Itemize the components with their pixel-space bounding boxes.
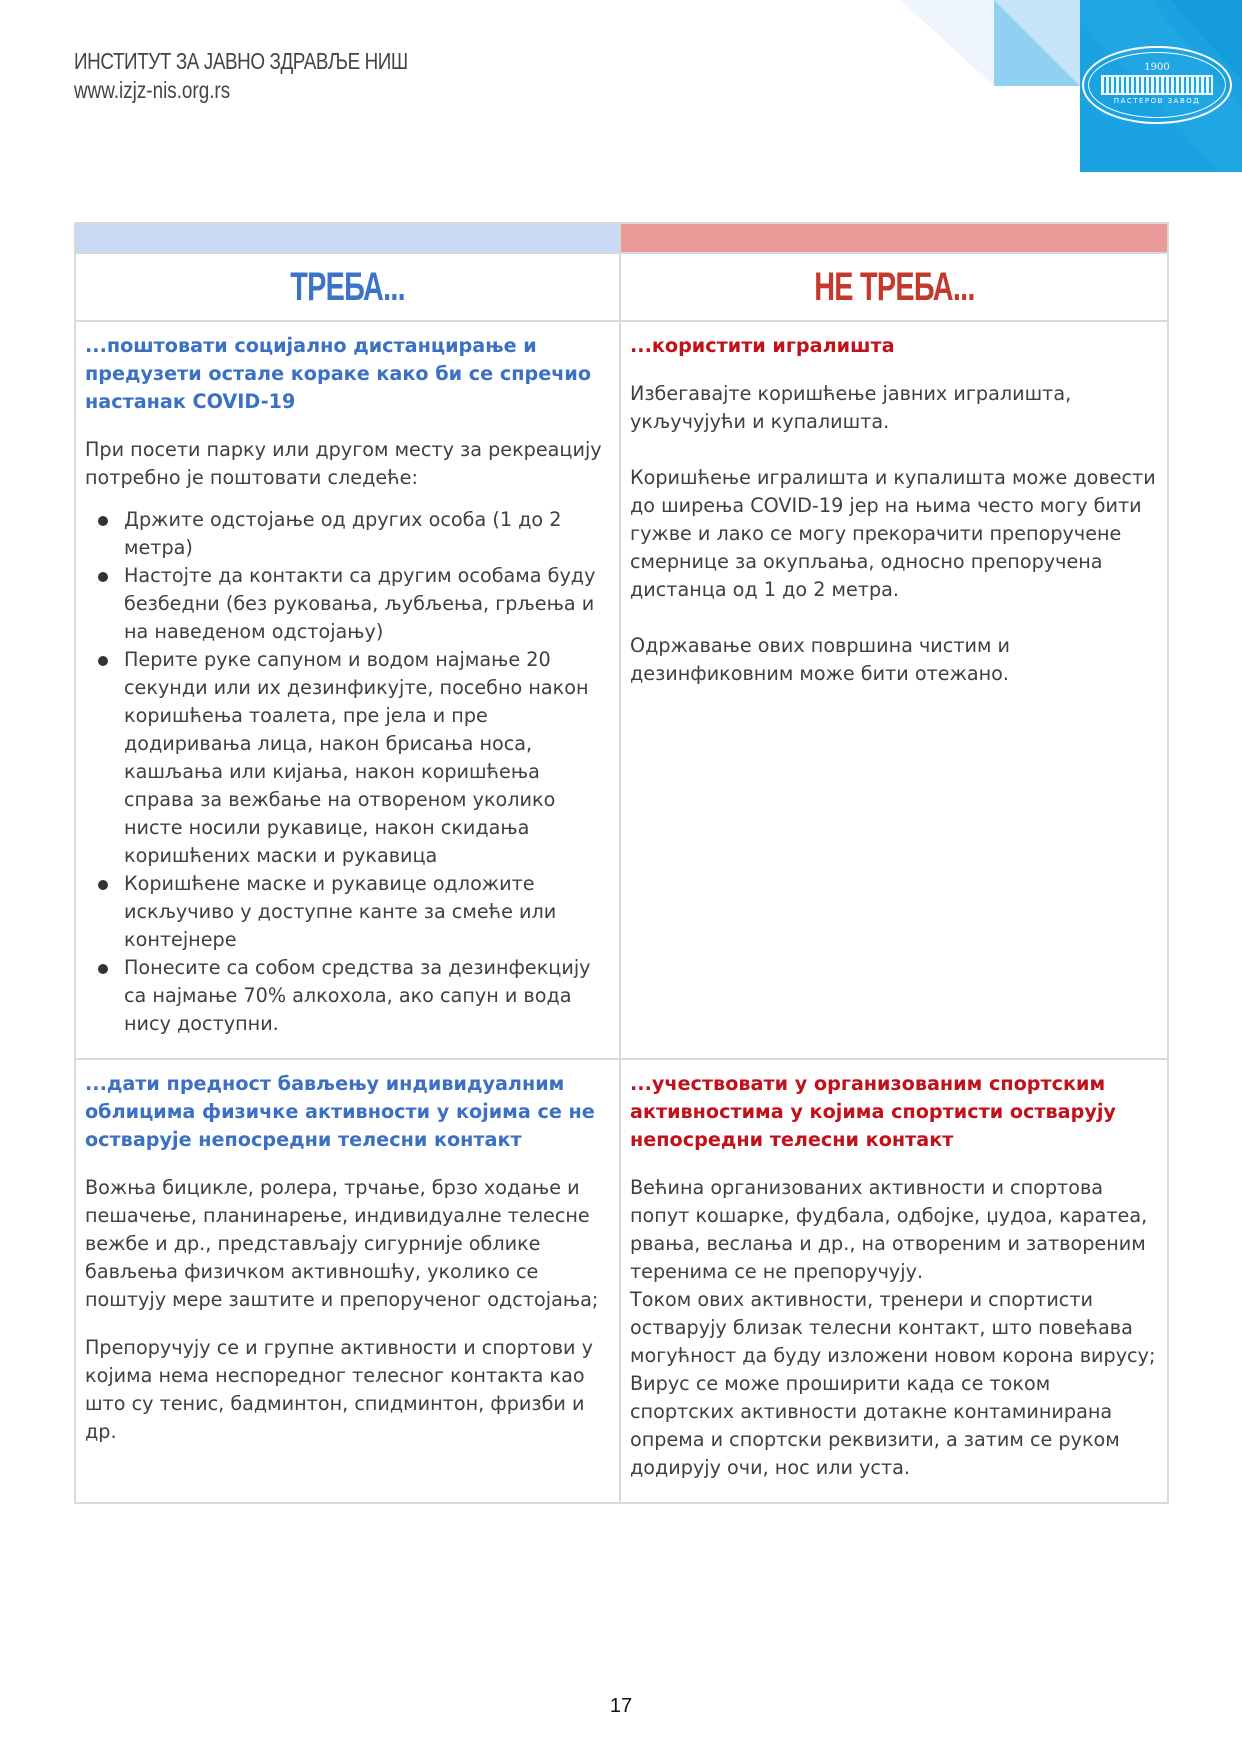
color-stripe-row <box>75 223 1168 253</box>
do-stripe <box>75 223 620 253</box>
do-paragraph: Препоручују се и групне активности и спортови у којима нема неспоредног телесног контакта као што су тенис, бадминтон, спидминтон, фризби и др. <box>85 1336 593 1443</box>
list-item-text: Понесите са собом средства за дезинфекцију са најмање 70% алкохола, ако сапун и вода нису доступни. <box>124 956 591 1035</box>
do-lead: ...поштовати социјално дистанцирање и предузети остале кораке како би се спречио настанак COVID-19 <box>85 334 592 413</box>
bullet-icon <box>98 656 108 666</box>
dont-paragraph: Коришћење игралишта и купалишта може довести до ширења COVID-19 јер на њима често могу бити гужве и лако се могу прекорачити препоручене смернице за окупљања, односно препоручена дистанца од 1 до 2 метра. <box>630 466 1156 601</box>
list-item <box>124 506 611 562</box>
dont-header: НЕ ТРЕБА... <box>813 265 975 309</box>
dont-header-cell <box>620 253 1168 321</box>
do-intro: При посети парку или другом месту за рекреацију потребно је поштовати следеће: <box>85 438 602 489</box>
list-item-text: Коришћене маске и рукавице одложите искључиво у доступне канте за смеће или контејнере <box>124 872 557 951</box>
dont-cell <box>620 321 1168 1059</box>
list-item <box>124 562 611 646</box>
building-emblem-icon <box>1101 75 1213 95</box>
do-paragraph: Вожња бицикле, ролера, трчање, брзо ходање и пешачење, планинарење, индивидуалне телесне вежбе и др., представљају сигурније облике бављења физичком активношћу, уколико се поштују мере заштите и препорученог одстојања; <box>85 1176 599 1311</box>
dont-cell <box>620 1059 1168 1503</box>
dont-paragraph: Одржавање ових површина чистим и дезинфиковним може бити отежано. <box>630 634 1011 685</box>
do-bullet-list <box>85 506 611 1038</box>
institute-website-link[interactable]: www.izjz-nis.org.rs <box>74 77 231 103</box>
institute-name: ИНСТИТУТ ЗА ЈАВНО ЗДРАВЉЕ НИШ <box>74 48 408 74</box>
dont-stripe <box>620 223 1168 253</box>
list-item-text: Перите руке сапуном и водом најмање 20 секунди или их дезинфикујте, посебно након коришћења тоалета, пре јела и пре додиривања лица, након брисања носа, кашљања или кијања, након коришћења справа за вежбање на отвореном уколико нисте носили рукавице, након скидања коришћених маски и рукавица <box>124 648 589 867</box>
dont-paragraph: Већина организованих активности и спортова попут кошарке, фудбала, одбојке, џудоа, каратеа, рвања, веслања и др., на отвореним и затвореним теренима се не препоручују. <box>630 1176 1148 1283</box>
dont-paragraph: Избегавајте коришћење јавних игралишта, укључујући и купалишта. <box>630 382 1072 433</box>
dont-paragraph: Током ових активности, тренери и спортисти остварују близак телесни контакт, што повећава могућност да буду изложени новом корона вирусу; <box>630 1288 1156 1367</box>
do-header: ТРЕБА... <box>290 265 405 309</box>
table-row <box>75 321 1168 1059</box>
header-row <box>75 253 1168 321</box>
do-cell <box>75 1059 620 1503</box>
logo-year: 1900 <box>1144 62 1170 73</box>
dont-paragraph: Вирус се може проширити када се током спортских активности дотакне контаминирана опрема и спортски реквизити, а затим се руком додирују очи, нос или уста. <box>630 1372 1120 1479</box>
bullet-icon <box>98 964 108 974</box>
do-lead: ...дати предност бављењу индивидуалним облицима физичке активности у којима се не остварује непосредни телесни контакт <box>85 1072 595 1151</box>
dont-lead: ...користити игралишта <box>630 334 895 357</box>
pasteur-institute-logo <box>1082 46 1232 124</box>
dont-lead: ...учествовати у организованим спортским активностима у којима спортисти остварују непосредни телесни контакт <box>630 1072 1116 1151</box>
logo-name: ПАСТЕРОВ ЗАВОД <box>1113 97 1201 105</box>
list-item <box>124 646 611 870</box>
do-cell <box>75 321 620 1059</box>
list-item <box>124 954 611 1038</box>
bullet-icon <box>98 516 108 526</box>
do-dont-table <box>74 222 1169 1504</box>
bullet-icon <box>98 572 108 582</box>
page-number: 17 <box>609 1695 633 1717</box>
list-item-text: Настојте да контакти са другим особама буду безбедни (без руковања, љубљења, грљења и на наведеном одстојању) <box>124 564 596 643</box>
list-item-text: Држите одстојање од других особа (1 до 2 метра) <box>124 508 562 559</box>
table-row <box>75 1059 1168 1503</box>
list-item <box>124 870 611 954</box>
do-header-cell <box>75 253 620 321</box>
bullet-icon <box>98 880 108 890</box>
